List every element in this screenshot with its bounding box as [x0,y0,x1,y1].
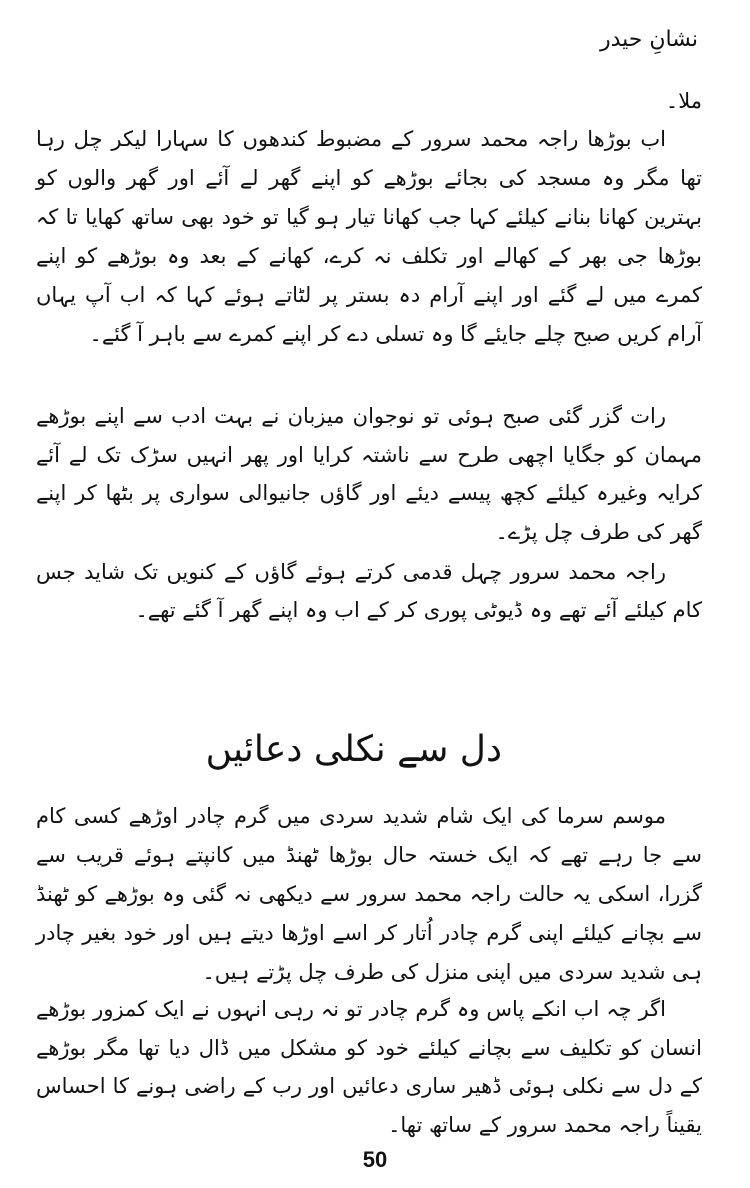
paragraph-5: اگر چہ اب انکے پاس وہ گرم چادر تو نہ رہی انہوں نے ایک کمزور بوڑھے انسان کو تکلیف سے بچانے کیلئے خود کو مشکل میں ڈال دیا تھا مگر بوڑھے کے دل سے نکلی ہوئی ڈھیر ساری دعائیں اور رب کے راضی ہونے کا احساس یقیناً راجہ محمد سرور کے ساتھ تھا۔ [36,997,702,1137]
paragraph-2: رات گزر گئی صبح ہوئی تو نوجوان میزبان نے بہت ادب سے اپنے بوڑھے مہمان کو جگایا اچھی طرح سے ناشتہ کرایا اور پھر انہیں سڑک تک لے آئے کرایہ وغیرہ کیلئے کچھ پیسے دیئے اور گاؤں جانیوالی سواری پر بٹھا کر اپنے گھر کی طرف چل پڑے۔ [36,404,702,544]
continuation-text: ملا۔ [665,89,702,113]
paragraph-4: موسم سرما کی ایک شام شدید سردی میں گرم چادر اوڑھے کسی کام سے جا رہے تھے کہ ایک خستہ حال بوڑھا ٹھنڈ میں کانپتے ہوئے قریب سے گزرا، اسکی یہ حالت راجہ محمد سرور سے دیکھی نہ گئی وہ بوڑھے کو ٹھنڈ سے بچانے کیلئے اپنی گرم چادر اُتار کر اسے اوڑھا دیتے ہیں اور خود بغیر چادر ہی شدید سردی میں اپنی منزل کی طرف چل پڑتے ہیں۔ [36,804,702,984]
paragraph-block-4 [36,797,702,992]
paragraph-block-5 [36,990,702,1144]
continuation-line [36,82,702,120]
running-header: نشانِ حیدر [599,27,698,52]
section-heading: دل سے نکلی دعائیں [205,729,502,770]
paragraph-block-2 [36,397,702,551]
page-number: 50 [362,1147,388,1172]
paragraph-block-3 [36,553,702,629]
paragraph-3: راجہ محمد سرور چہل قدمی کرتے ہوئے گاؤں کے کنویں تک شاید جس کام کیلئے آئے تھے وہ ڈیوٹی پوری کر کے اب وہ اپنے گھر آ گئے تھے۔ [36,560,702,622]
paragraph-block-1 [36,120,702,354]
paragraph-1: اب بوڑھا راجہ محمد سرور کے مضبوط کندھوں کا سہارا لیکر چل رہا تھا مگر وہ مسجد کی بجائے بوڑھے کو اپنے گھر لے آئے اور گھر والوں کو بہترین کھانا بنانے کیلئے کہا جب کھانا تیار ہو گیا تو خود بھی ساتھ کھایا تا کہ بوڑھا جی بھر کے کھالے اور تکلف نہ کرے، کھانے کے بعد وہ بوڑھے کو اپنے کمرے میں لے گئے اور اپنے آرام دہ بستر پر لٹاتے ہوئے کہا کہ اب آپ یہاں آرام کریں صبح چلے جایئے گا وہ تسلی دے کر اپنے کمرے سے باہر آ گئے۔ [36,127,702,346]
